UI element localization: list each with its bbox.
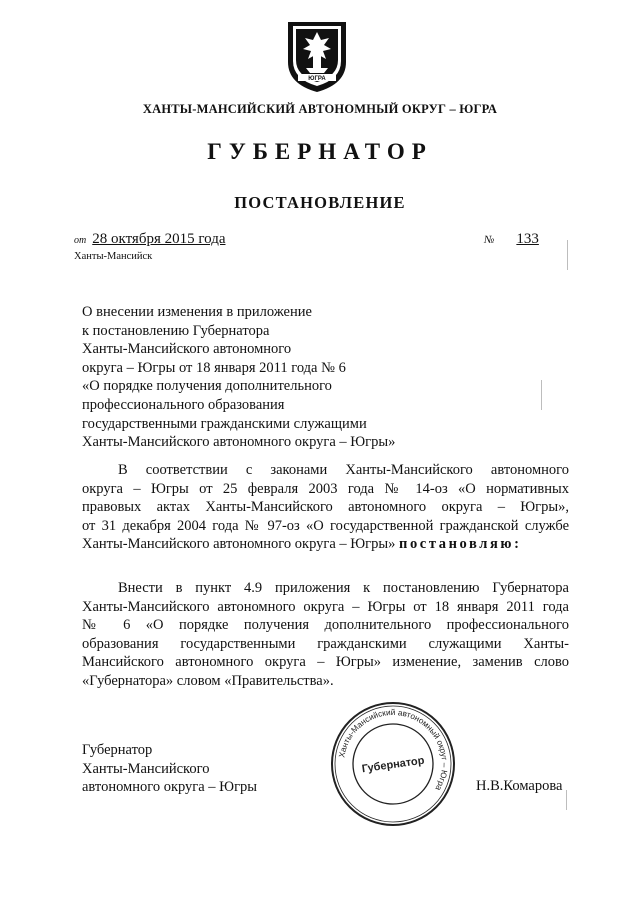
position-line: автономного округа – Югры (82, 779, 258, 796)
official-stamp (329, 700, 457, 828)
stamp-center-text: Губернатор (361, 754, 426, 776)
document-number (484, 231, 539, 248)
subject-line: государственными гражданскими служащими (82, 415, 367, 432)
scan-margin-line (541, 380, 542, 410)
paragraph-line (82, 535, 569, 554)
region-heading: ХАНТЫ-МАНСИЙСКИЙ АВТОНОМНЫЙ ОКРУГ – ЮГРА (142, 102, 498, 116)
coat-of-arms-emblem (282, 18, 352, 94)
subject-line: профессионального образования (82, 396, 285, 413)
governor-title: ГУБЕРНАТОР (207, 139, 433, 164)
paragraph-line: Мансийского автономного округа – Югры» изменение, заменив слово (82, 654, 569, 671)
signatory-position (82, 741, 257, 797)
paragraph-line: В соответствии с законами Ханты-Мансийского автономного (118, 462, 569, 478)
paragraph-line: «Губернатора» словом «Правительства». (82, 672, 334, 689)
subject-line: Ханты-Мансийского автономного (82, 341, 292, 358)
position-line: Ханты-Мансийского (82, 760, 210, 777)
operative-paragraph (82, 579, 569, 691)
subject-line: округа – Югры от 18 января 2011 года № 6 (82, 359, 346, 376)
paragraph-text: Ханты-Мансийского автономного округа – Югры» (82, 536, 396, 553)
preamble-paragraph (82, 461, 569, 554)
subject-block (82, 303, 482, 452)
stamp-ring-text: Ханты-Мансийский автономный округ – Югра (337, 707, 450, 793)
subject-line: к постановлению Губернатора (82, 322, 270, 339)
number-sign: № (484, 234, 495, 246)
date-line (74, 231, 226, 248)
paragraph-line: от 31 декабря 2004 года № 97-оз «О государственной гражданской службе (82, 517, 569, 534)
subject-line: «О порядке получения дополнительного (82, 378, 332, 395)
city-label: Ханты-Мансийск (74, 251, 153, 262)
document-type-heading: ПОСТАНОВЛЕНИЕ (234, 193, 406, 212)
scan-margin-line (567, 240, 568, 270)
subject-line: Ханты-Мансийского автономного округа – Югры» (82, 434, 396, 451)
paragraph-line: образования государственными гражданскими служащими Ханты- (82, 635, 569, 652)
paragraph-line: № 6 «О порядке получения дополнительного профессионального (82, 617, 569, 634)
paragraph-line: округа – Югры от 25 февраля 2003 года № 14-оз «О нормативных (82, 480, 569, 497)
scan-margin-line (566, 790, 567, 810)
decree-keyword: постановляю: (398, 536, 522, 553)
number-value: 133 (516, 231, 539, 247)
document-date: 28 октября 2015 года (92, 231, 226, 247)
position-line: Губернатор (82, 742, 153, 758)
date-prefix: от (74, 235, 87, 246)
emblem-label: ЮГРА (308, 76, 326, 82)
paragraph-line: правовых актах Ханты-Мансийского автономного округа – Югры», (82, 499, 569, 516)
paragraph-line: Ханты-Мансийского автономного округа – Югры от 18 января 2011 года (82, 598, 569, 615)
signatory-name: Н.В.Комарова (476, 778, 563, 794)
subject-line: О внесении изменения в приложение (82, 304, 312, 320)
paragraph-line: Внести в пункт 4.9 приложения к постановлению Губернатора (118, 580, 569, 596)
